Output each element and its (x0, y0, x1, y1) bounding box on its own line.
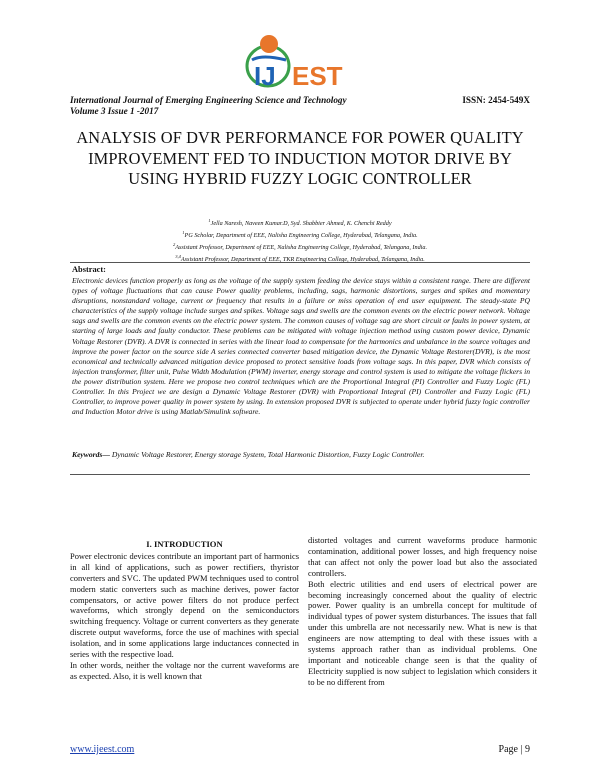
journal-volume: Volume 3 Issue 1 -2017 (70, 106, 159, 116)
page-number: Page | 9 (498, 744, 530, 755)
logo-text: EST (292, 61, 343, 90)
keywords-label: Keywords— (72, 450, 110, 459)
journal-header (70, 95, 530, 117)
author-list: $^1$Jella Naresh, Naveen Kumar.D, Syd. Shabbier Ahmed, K. Chenchi Reddy (208, 218, 392, 228)
divider-top (70, 262, 530, 263)
affiliation-3: $^{3,4}$Assistant Professor, Department of EEE, TKR Engineering College, Hyderabad, Telangana, India. (175, 254, 425, 264)
journal-name: International Journal of Emerging Engineering Science and Technology (70, 95, 347, 105)
keywords-text: Dynamic Voltage Restorer, Energy storage System, Total Harmonic Distortion, Fuzzy Logic Controller. (109, 450, 425, 459)
affiliation-2: $^2$Assistant Professor, Department of EEE, Nalisha Engineering College, Hyderabad, Telangana, India. (172, 242, 428, 252)
paper-title: ANALYSIS OF DVR PERFORMANCE FOR POWER QUALITY IMPROVEMENT FED TO INDUCTION MOTOR DRIVE BY USING HYBRID FUZZY LOGIC CONTROLLER (76, 128, 524, 188)
affiliation-1: $^1$PG Scholar, Department of EEE, Nalisha Engineering College, Hyderabad, Telangana, India. (182, 230, 418, 240)
right-paragraph-1: distorted voltages and current waveforms produce harmonic contamination, additional power losses, and high frequency noise that can affect not only the power load but also the associated controllers. (308, 535, 537, 578)
logo-prefix: IJ (254, 61, 276, 90)
left-column (70, 539, 299, 682)
author-block (70, 216, 530, 264)
journal-url-link[interactable]: www.ijeest.com (70, 744, 135, 755)
abstract-text: Electronic devices function properly as long as the voltage of the supply system feeding the device stays within a consistent range. There are different types of voltage fluctuations that can cause Power quality problems, including, sags, harmonic distortions, surges and spikes and momentary disruptions, nonstandard voltage, current or frequency that results in a failure or miss operation of end user equipment. The steady-state PQ characteristics of the supply voltage include surges and spikes. Voltage sags and swells are the common events on the electric power network. Voltage sags and swells are the common events on the electric power system. The common causes of voltage sag are short circuit or faults in power system, at starting of large loads and faulty conductor. These problems can be mitigated with voltage injection method using custom power device, Dynamic Voltage Restorer (DVR). A DVR is connected in series with the linear load to compensate for the harmonics and unbalance in the source voltages and improve the power factor on the source side A series connected converter based mitigation device, the Dynamic Voltage Restorer(DVR), is the most economical and technically advanced mitigation device proposed to protect sensitive loads from voltage sags. In this paper, DVR which consists of injection transformer, filter unit, Pulse Width Modulation (PWM) inverter, energy storage and control system is used to mitigate the voltage flickers in the power distribution system. Here we propose two control techniques which are the Proportional Integral (PI) Controller and Fuzzy Logic (FL) Controller. In this Project we are design a Dynamic Voltage Restorer (DVR) with Proportional Integral (PI) Controller and Fuzzy Logic (FL) Controller, to improve power quality in power system by using. In extension proposed DVR is subjected to operate under hybrid fuzzy logic controller and Induction Motor drive is using Matlab/Simulink software. (72, 276, 530, 417)
divider-bottom (70, 474, 530, 475)
page-footer (70, 744, 530, 755)
right-paragraph-2: Both electric utilities and end users of electrical power are becoming increasingly concerned about the quality of electric power. Power quality is an umbrella concept for multitude of individual types of power system disturbances. The issues that fall under this umbrella are not necessarily new. What is new is that engineers are now attempting to deal with these issues with a systems approach rather than as individual problems. One important and noticeable change seen is that the quality of Electricity supplied is now subject to legislation which considers it to be no different from (308, 578, 537, 687)
abstract-heading: Abstract: (72, 265, 106, 274)
authors: Jella Naresh, Naveen Kumar.D, Syd. Shabbier Ahmed, K. Chenchi Reddy (210, 220, 392, 228)
left-paragraph-1: Power electronic devices contribute an important part of harmonics in all kind of applications, such as power rectifiers, thyristor converters and SVC. The updated PWM techniques used to control modern static converters such as machine derives, power factor compensators, or active power filters do not produce perfect waveforms, which strongly depend on the semiconductors switching frequency. Voltage or current converters as they generate discrete output waveforms, force the use of machines with special isolation, and in some applications large inductances connected in series with the respective load. (70, 550, 299, 660)
journal-logo (232, 30, 372, 90)
issn: ISSN: 2454-549X (462, 95, 530, 105)
keywords (72, 450, 530, 460)
right-column (308, 535, 537, 688)
intro-heading: I. INTRODUCTION (146, 539, 223, 549)
left-paragraph-2: In other words, neither the voltage nor the current waveforms are as expected. Also, it is well known that (70, 659, 299, 681)
logo-graphic (232, 30, 372, 90)
